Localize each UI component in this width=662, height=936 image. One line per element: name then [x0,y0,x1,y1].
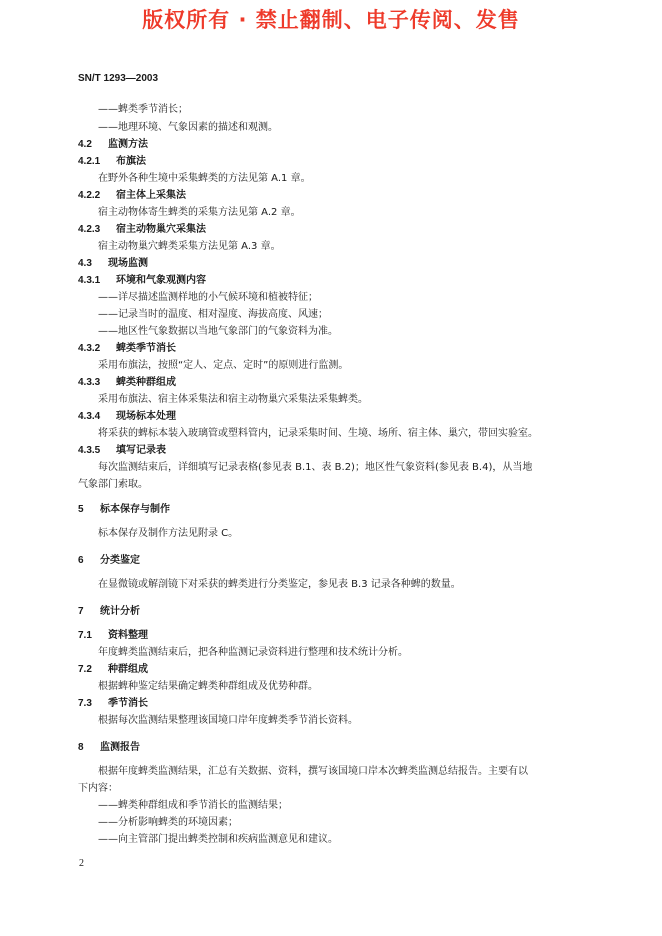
section-number: 4.3.5 [78,445,101,456]
section-number: 6 [78,555,84,566]
body-line: 根据每次监测结果整理该国境口岸年度蜱类季节消长资料。 [98,715,358,726]
section-number: 4.2 [78,139,92,150]
section-heading [78,257,148,270]
section-heading [78,274,206,287]
body-line: ——向主管部门提出蜱类控制和疾病监测意见和建议。 [98,834,338,845]
section-heading [78,741,140,754]
body-line: ——地理环境、气象因素的描述和观测。 [98,122,278,133]
body-line: ——地区性气象数据以当地气象部门的气象资料为准。 [98,326,338,337]
section-heading [78,342,176,355]
section-title: 现场标本处理 [116,411,176,422]
body-line: ——分析影响蜱类的环境因素； [98,817,238,828]
section-title: 现场监测 [108,258,148,269]
section-number: 7.1 [78,630,92,641]
body-line: 标本保存及制作方法见附录 C。 [98,528,239,539]
section-title: 标本保存与制作 [100,504,170,515]
body-line: 下内容： [78,783,118,794]
section-heading [78,223,206,236]
section-heading [78,138,148,151]
body-line: 将采获的蜱标本装入玻璃管或塑料管内，记录采集时间、生境、场所、宿主体、巢穴，带回实验室。 [98,428,538,439]
body-line: ——详尽描述监测样地的小气候环境和植被特征； [98,292,318,303]
body-line: 宿主动物巢穴蜱类采集方法见第 A.3 章。 [98,241,281,252]
section-number: 8 [78,742,84,753]
section-number: 7 [78,606,84,617]
body-line: 根据蜱种鉴定结果确定蜱类种群组成及优势种群。 [98,681,318,692]
body-line: 在显微镜或解剖镜下对采获的蜱类进行分类鉴定，参见表 B.3 记录各种蜱的数量。 [98,579,461,590]
section-heading [78,554,140,567]
body-line: 气象部门索取。 [78,479,148,490]
section-title: 分类鉴定 [100,555,140,566]
section-title: 环境和气象观测内容 [116,275,206,286]
section-title: 季节消长 [108,698,148,709]
document-number: SN/T 1293—2003 [78,73,159,84]
section-title: 资料整理 [108,630,148,641]
body-line: ——蜱类季节消长； [98,104,188,115]
body-line: 每次监测结束后，详细填写记录表格(参见表 B.1、表 B.2)；地区性气象资料(参见表 B.4)，从当地 [98,462,533,473]
body-line: 采用布旗法，按照“定人、定点、定时”的原则进行监测。 [98,360,349,371]
section-number: 7.2 [78,664,92,675]
section-number: 4.2.2 [78,190,101,201]
section-heading [78,697,148,710]
section-number: 4.2.1 [78,156,101,167]
section-heading [78,189,186,202]
section-heading [78,155,146,168]
section-title: 蜱类种群组成 [116,377,176,388]
section-title: 监测方法 [108,139,148,150]
body-line: ——蜱类种群组成和季节消长的监测结果； [98,800,288,811]
section-title: 宿主动物巢穴采集法 [116,224,206,235]
body-line: ——记录当时的温度、相对湿度、海拔高度、风速； [98,309,328,320]
section-title: 填写记录表 [116,445,166,456]
section-title: 宿主体上采集法 [116,190,186,201]
section-heading [78,605,140,618]
section-heading [78,663,148,676]
section-heading [78,444,166,457]
section-title: 蜱类季节消长 [116,343,176,354]
section-number: 5 [78,504,84,515]
section-number: 4.3.1 [78,275,101,286]
section-title: 监测报告 [100,742,140,753]
section-number: 4.3 [78,258,92,269]
section-number: 7.3 [78,698,92,709]
body-line: 根据年度蜱类监测结果，汇总有关数据、资料，撰写该国境口岸本次蜱类监测总结报告。主要有以 [98,766,528,777]
section-heading [78,376,176,389]
section-heading [78,410,176,423]
section-number: 4.2.3 [78,224,101,235]
body-line: 年度蜱类监测结束后，把各种监测记录资料进行整理和技术统计分析。 [98,647,408,658]
section-title: 统计分析 [100,606,140,617]
section-number: 4.3.4 [78,411,101,422]
section-heading [78,503,170,516]
body-line: 在野外各种生境中采集蜱类的方法见第 A.1 章。 [98,173,311,184]
section-number: 4.3.2 [78,343,101,354]
body-line: 宿主动物体寄生蜱类的采集方法见第 A.2 章。 [98,207,301,218]
section-title: 种群组成 [108,664,148,675]
body-line: 采用布旗法、宿主体采集法和宿主动物巢穴采集法采集蜱类。 [98,394,368,405]
copyright-watermark: 版权所有 · 禁止翻制、电子传阅、发售 [142,8,520,32]
section-heading [78,629,148,642]
section-number: 4.3.3 [78,377,101,388]
section-title: 布旗法 [116,156,146,167]
page-number: 2 [79,858,84,869]
